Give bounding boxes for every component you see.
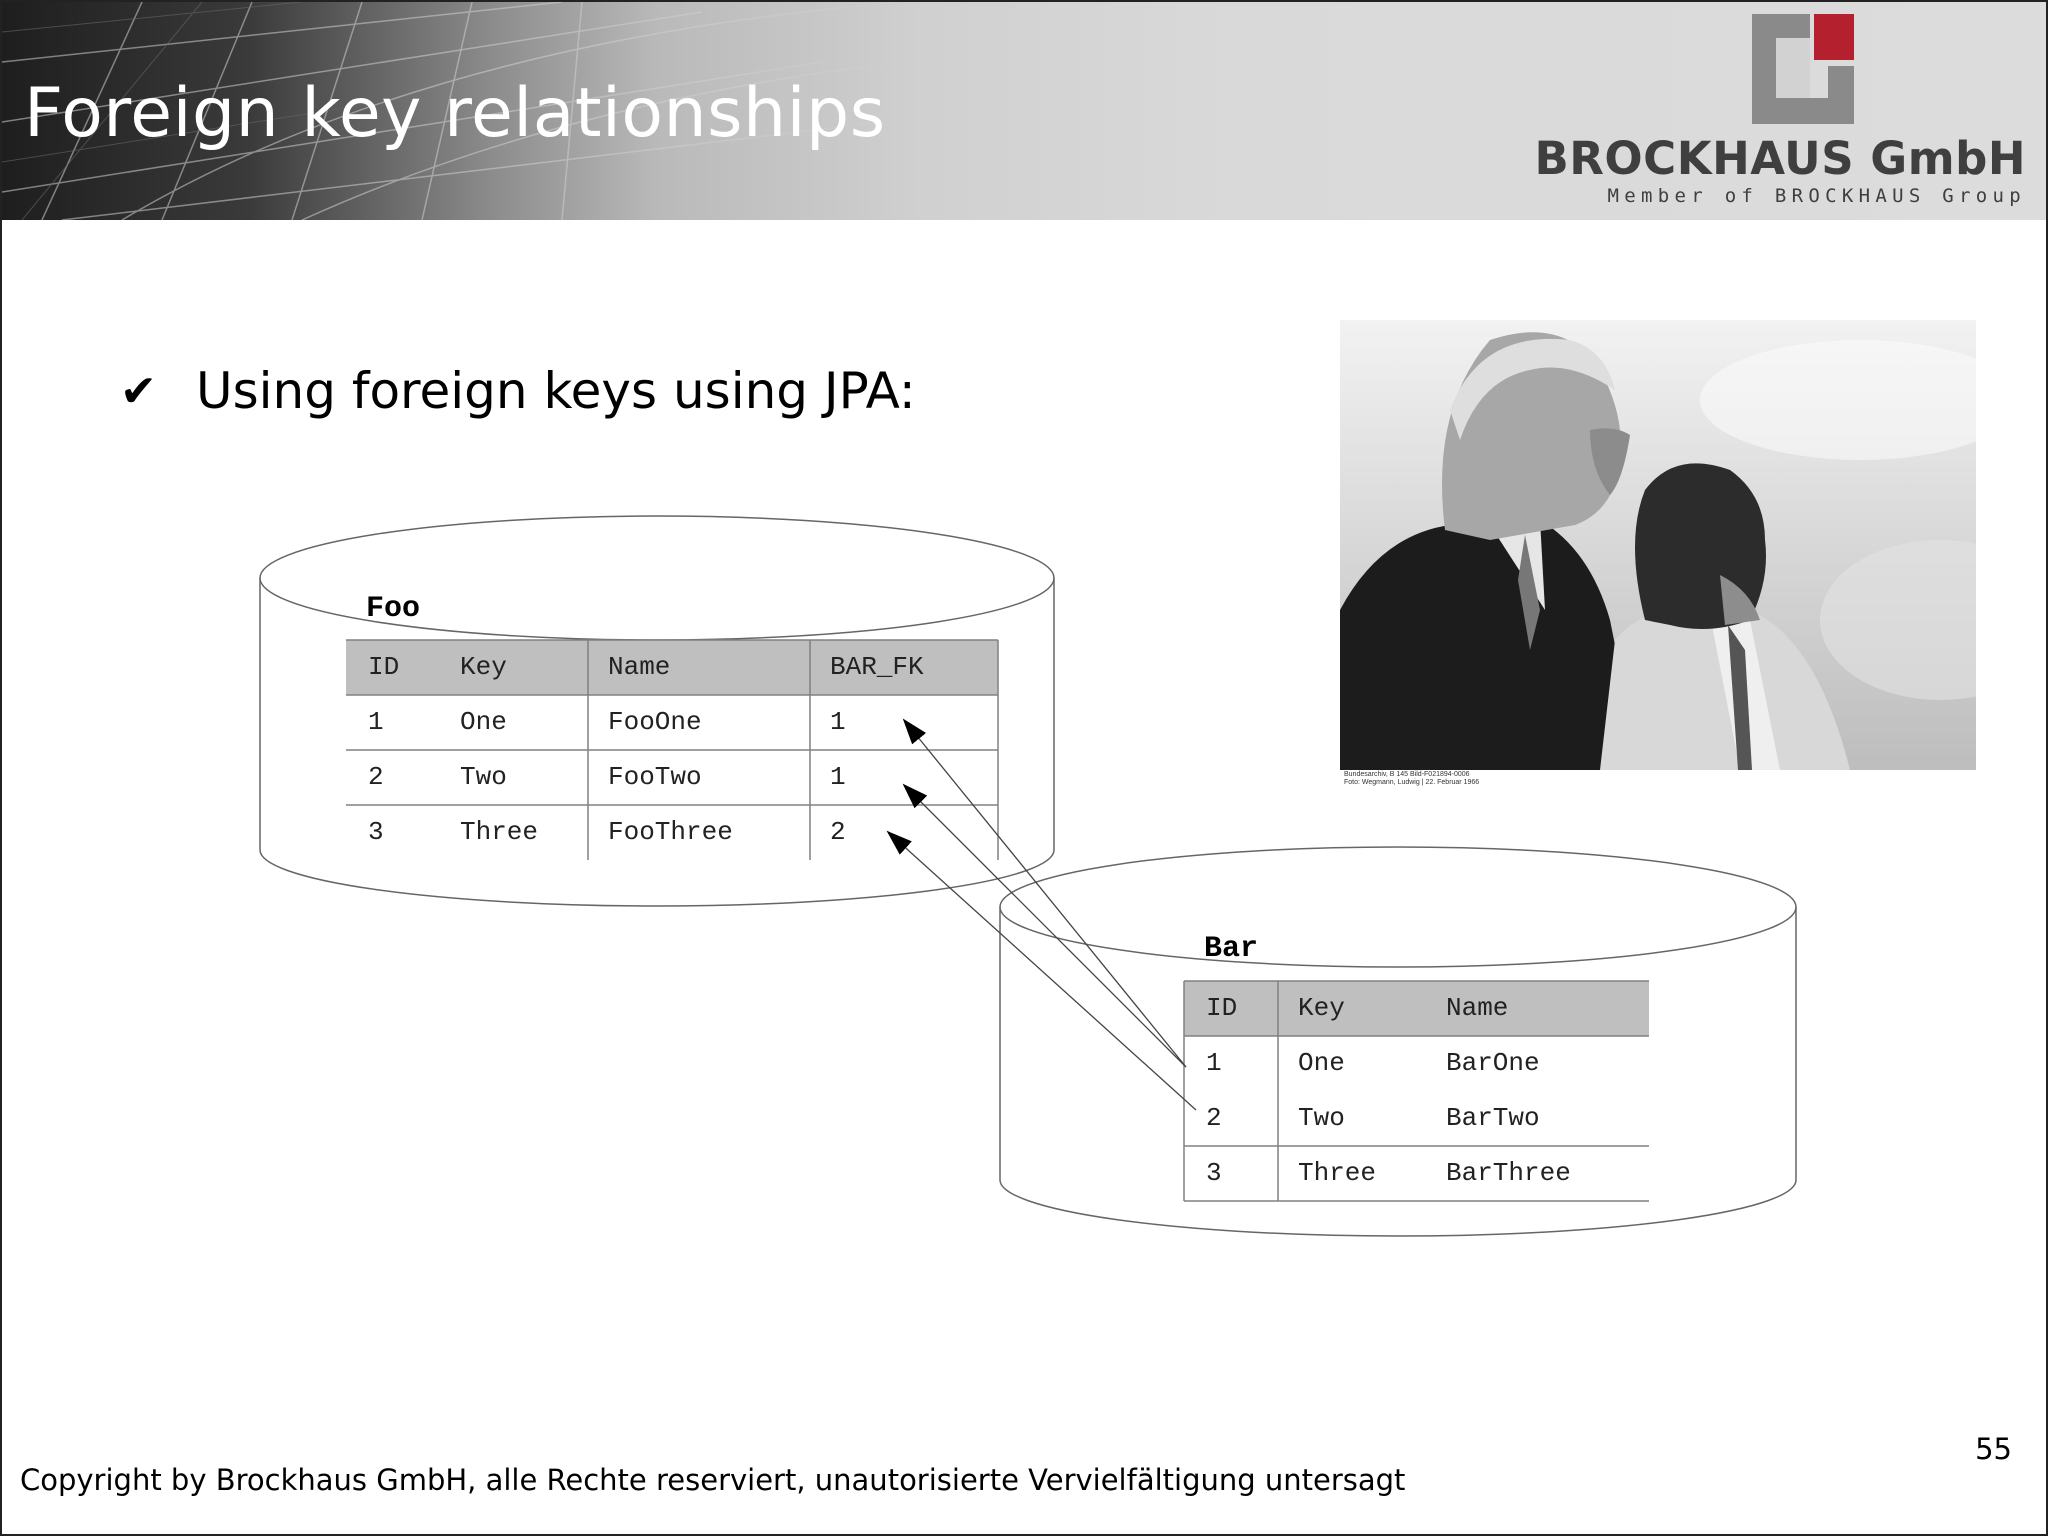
photo-caption-line-2: Foto: Wegmann, Ludwig | 22. Februar 1966 — [1344, 779, 1480, 786]
bar-row1-name: BarOne — [1446, 1048, 1540, 1078]
checkmark-icon: ✔ — [120, 365, 157, 417]
foo-row2-name: FooTwo — [608, 762, 702, 792]
foo-row2-key: Two — [460, 762, 507, 792]
foo-row1-barfk: 1 — [830, 707, 846, 737]
foo-col-barfk: BAR_FK — [830, 652, 924, 682]
fk-arrow-foo2-bar1 — [904, 785, 1186, 1067]
copyright-notice: Copyright by Brockhaus GmbH, alle Rechte reserviert, unautorisierte Vervielfältigung untersagt — [20, 1463, 1406, 1497]
fk-arrow-foo3-bar2 — [888, 832, 1196, 1110]
bar-row3-id: 3 — [1206, 1158, 1222, 1188]
foo-row1-key: One — [460, 707, 507, 737]
foo-col-id: ID — [368, 652, 400, 682]
foo-row1-id: 1 — [368, 707, 384, 737]
photo-caption-line-1: Bundesarchiv, B 145 Bild-F021894-0006 — [1344, 771, 1470, 778]
bar-col-key: Key — [1298, 993, 1345, 1023]
slide-title: Foreign key relationships — [24, 74, 886, 153]
bar-row3-name: BarThree — [1446, 1158, 1571, 1188]
bar-row2-key: Two — [1298, 1103, 1345, 1133]
bar-row3-key: Three — [1298, 1158, 1377, 1188]
foo-row2-barfk: 1 — [830, 762, 846, 792]
bar-col-id: ID — [1206, 993, 1238, 1023]
bar-row2-id: 2 — [1206, 1103, 1222, 1133]
foo-table-title: Foo — [366, 592, 421, 626]
foo-row3-id: 3 — [368, 817, 384, 847]
foo-row3-key: Three — [460, 817, 539, 847]
bar-col-name: Name — [1446, 993, 1509, 1023]
foo-col-key: Key — [460, 652, 507, 682]
brand-name: BROCKHAUS GmbH — [1534, 132, 2026, 185]
bar-row2-name: BarTwo — [1446, 1103, 1540, 1133]
foo-row2-id: 2 — [368, 762, 384, 792]
foo-row1-name: FooOne — [608, 707, 702, 737]
bar-row1-id: 1 — [1206, 1048, 1222, 1078]
bar-table-title: Bar — [1204, 932, 1259, 966]
bullet-text: Using foreign keys using JPA: — [196, 362, 916, 420]
brand-tagline: Member of BROCKHAUS Group — [1607, 185, 2026, 207]
foo-col-name: Name — [608, 652, 671, 682]
foo-row3-name: FooThree — [608, 817, 733, 847]
bar-table-grid — [1184, 981, 1649, 1201]
foo-row3-barfk: 2 — [830, 817, 846, 847]
page-number: 55 — [1975, 1432, 2012, 1466]
bar-row1-key: One — [1298, 1048, 1345, 1078]
fk-arrow-foo1-bar1 — [904, 720, 1186, 1067]
